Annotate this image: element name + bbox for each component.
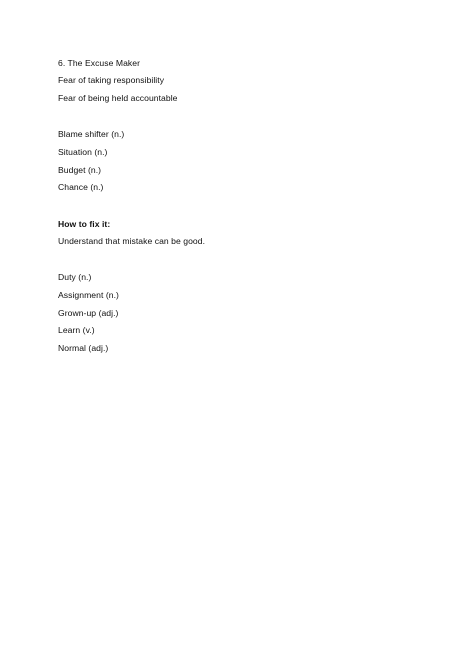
vocab-item: Duty (n.) (58, 272, 92, 282)
vocab-item: Chance (n.) (58, 182, 104, 192)
fear-item: Fear of being held accountable (58, 93, 178, 103)
vocab-item: Budget (n.) (58, 165, 102, 175)
vocab-item: Assignment (n.) (58, 290, 119, 300)
vocab-item: Blame shifter (n.) (58, 129, 125, 139)
vocab-item: Learn (v.) (58, 325, 95, 335)
fix-text: Understand that mistake can be good. (58, 236, 206, 246)
vocab-item: Situation (n.) (58, 147, 108, 157)
section-heading: 6. The Excuse Maker (58, 58, 140, 68)
fear-item: Fear of taking responsibility (58, 75, 165, 85)
vocab-item: Grown-up (adj.) (58, 308, 119, 318)
vocab-item: Normal (adj.) (58, 343, 109, 353)
fix-heading: How to fix it: (58, 219, 111, 229)
